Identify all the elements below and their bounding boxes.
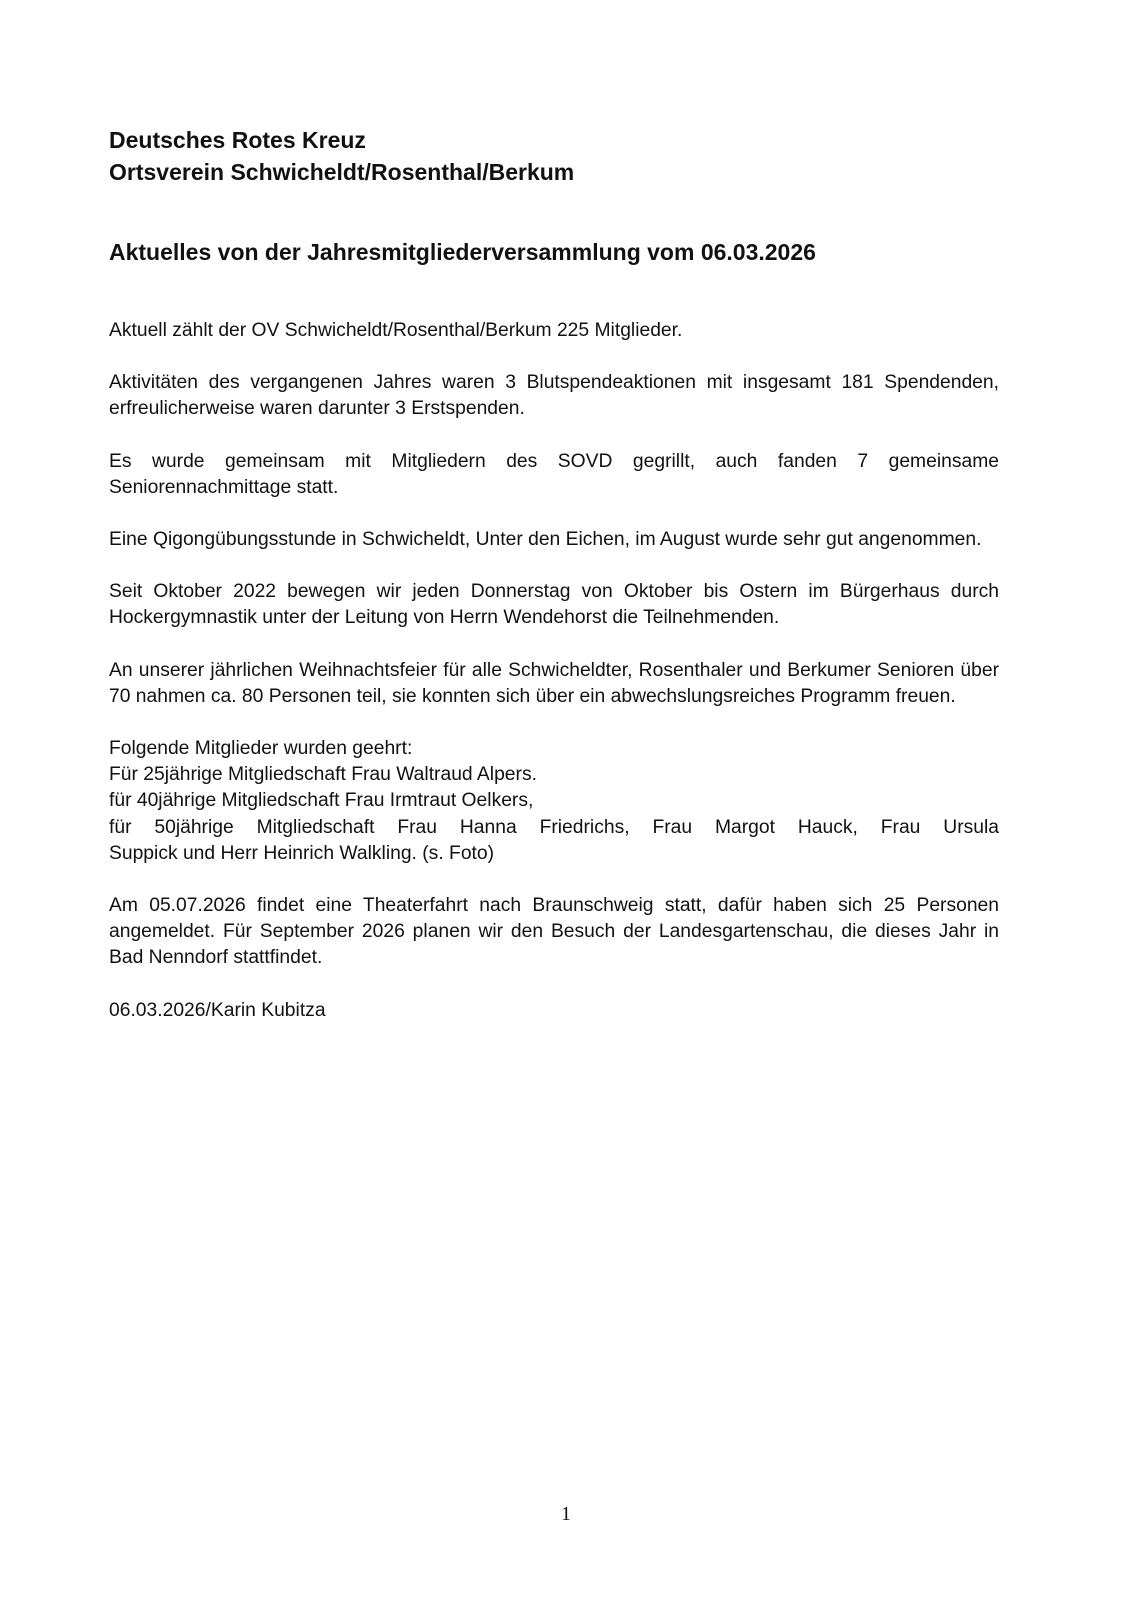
honors-50-years-continued: Suppick und Herr Heinrich Walkling. (s. Foto) xyxy=(109,842,495,864)
org-name: Deutsches Rotes Kreuz xyxy=(109,127,366,153)
paragraph-outlook: Am 05.07.2026 findet eine Theaterfahrt nach Braunschweig statt, dafür haben sich 25 Personen angemeldet. Für September 2026 planen wir den Besuch der Landesgartenschau, die dieses Jahr in Bad Nenndorf stattfindet. xyxy=(109,895,999,969)
paragraph-gymnastics: Seit Oktober 2022 bewegen wir jeden Donnerstag von Oktober bis Ostern im Bürgerhaus durch Hockergymnastik unter der Leitung von Herrn Wendehorst die Teilnehmenden. xyxy=(109,581,999,629)
paragraph-christmas: An unserer jährlichen Weihnachtsfeier für alle Schwicheldter, Rosenthaler und Berkumer Senioren über 70 nahmen ca. 80 Personen teil, sie konnten sich über ein abwechslungsreiches Programm freuen. xyxy=(109,659,999,707)
honors-intro: Folgende Mitglieder wurden geehrt: xyxy=(109,738,413,760)
honors-40-years: für 40jährige Mitgliedschaft Frau Irmtraut Oelkers, xyxy=(109,790,534,812)
paragraph-grill: Es wurde gemeinsam mit Mitgliedern des SOVD gegrillt, auch fanden 7 gemeinsame Seniorennachmittage statt. xyxy=(109,450,999,498)
paragraph-blood-donation: Aktivitäten des vergangenen Jahres waren 3 Blutspendeaktionen mit insgesamt 181 Spendenden, erfreulicherweise waren darunter 3 Erstspenden. xyxy=(109,372,999,420)
signature: 06.03.2026/Karin Kubitza xyxy=(109,999,326,1021)
paragraph-members: Aktuell zählt der OV Schwicheldt/Rosenthal/Berkum 225 Mitglieder. xyxy=(109,320,683,341)
honors-section xyxy=(109,736,999,867)
honors-50-years: für 50jährige Mitgliedschaft Frau Hanna Friedrichs, Frau Margot Hauck, Frau Ursula xyxy=(109,816,999,838)
page-title: Aktuelles von der Jahresmitgliederversammlung vom 06.03.2026 xyxy=(109,239,816,265)
paragraph-qigong: Eine Qigongübungsstunde in Schwicheldt, Unter den Eichen, im August wurde sehr gut angenommen. xyxy=(109,529,982,551)
page-number: 1 xyxy=(561,1503,571,1525)
org-unit: Ortsverein Schwicheldt/Rosenthal/Berkum xyxy=(109,159,575,185)
document-page xyxy=(109,124,999,1024)
honors-25-years: Für 25jährige Mitgliedschaft Frau Waltraud Alpers. xyxy=(109,764,537,786)
